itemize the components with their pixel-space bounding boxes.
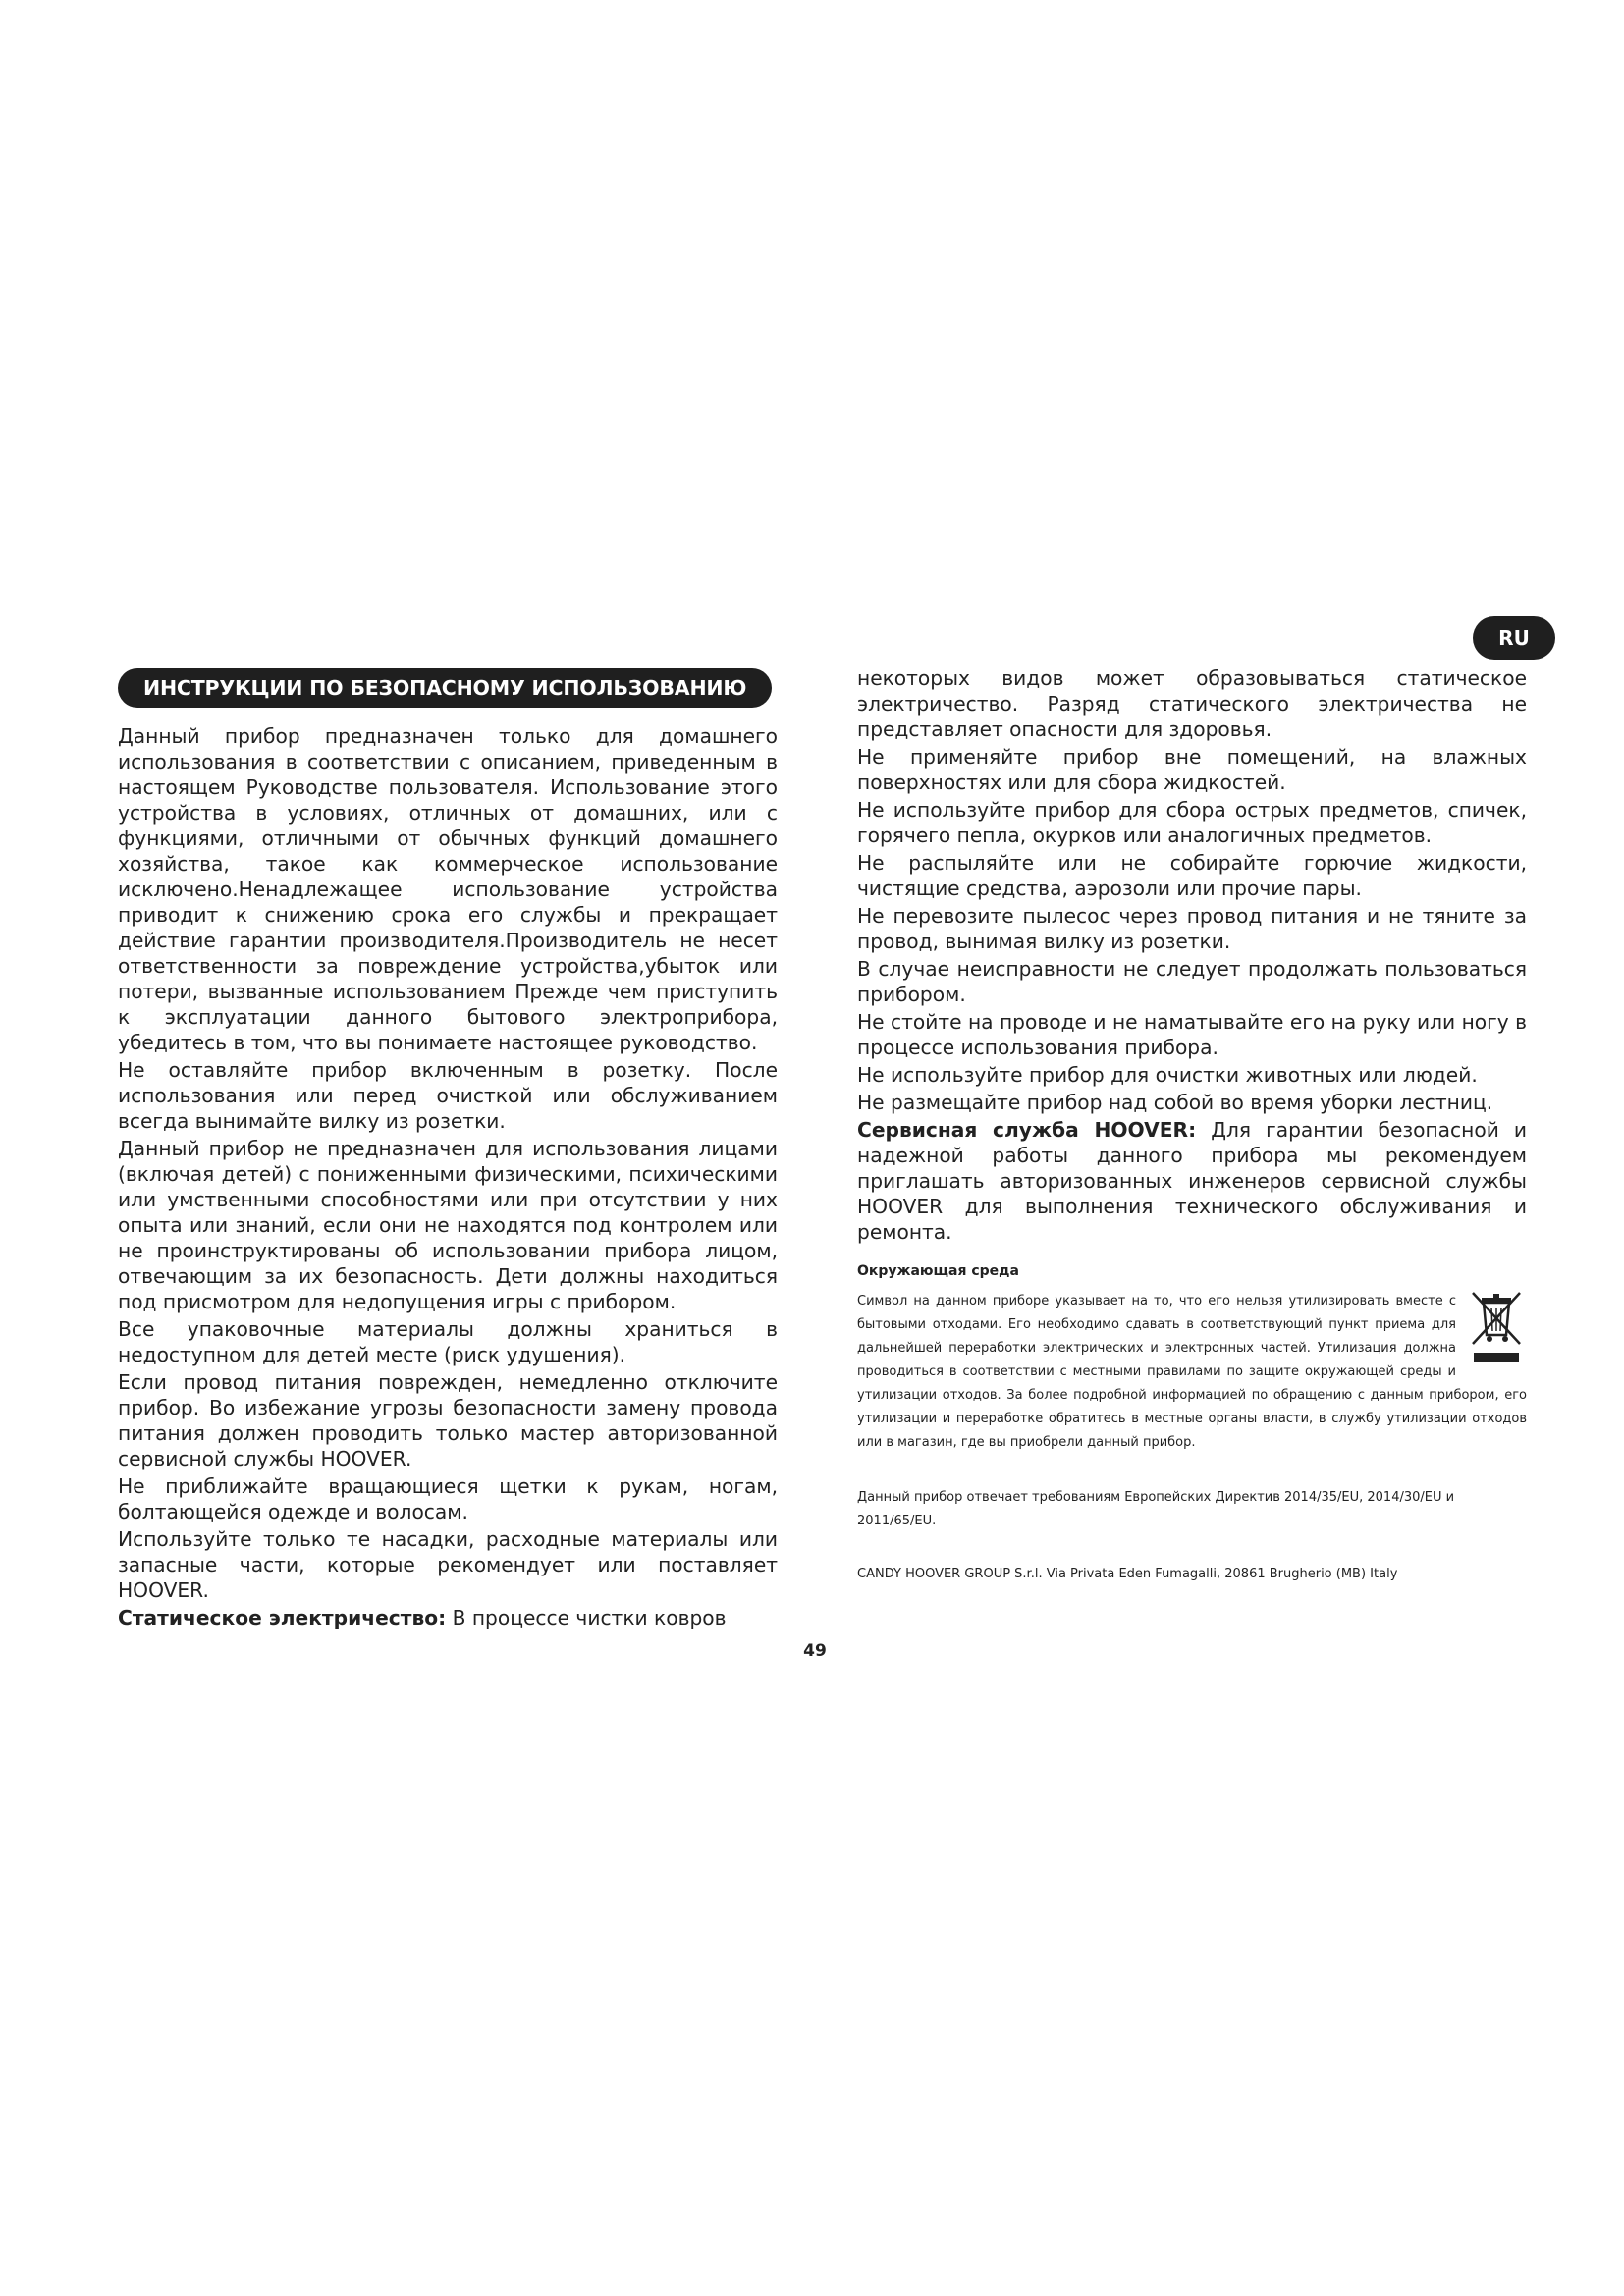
- environment-block: [857, 1290, 1527, 1455]
- page-number: 49: [803, 1641, 827, 1661]
- paragraph-outdoor: Не применяйте прибор вне помещений, на влажных поверхностях или для сбора жидкостей.: [857, 745, 1527, 794]
- paragraph-standing-on-cord: Не стойте на проводе и не наматывайте его на руку или ногу в процессе использования прибора.: [857, 1010, 1527, 1059]
- paragraph-reduced-capabilities: Данный прибор не предназначен для использования лицами (включая детей) с пониженными физическими, психическими или умственными способностями или при отсутствии у них опыта или знаний, если они не находятся под контролем или не проинструктированы об использовании прибора лицом, отвечающим за их безопасность. Дети должны находиться под присмотром для недопущения игры с прибором.: [118, 1137, 778, 1313]
- paragraph-packaging: Все упаковочные материалы должны храниться в недоступном для детей месте (риск удушения).: [118, 1317, 778, 1366]
- paragraph-flammable: Не распыляйте или не собирайте горючие жидкости, чистящие средства, аэрозоли или прочие пары.: [857, 851, 1527, 900]
- paragraph-cord-handling: Не перевозите пылесос через провод питания и не тяните за провод, вынимая вилку из розетки.: [857, 904, 1527, 953]
- paragraph-animals-people: Не используйте прибор для очистки животных или людей.: [857, 1063, 1478, 1087]
- paragraph-intended-use: Данный прибор предназначен только для домашнего использования в соответствии с описанием, приведенным в настоящем Руководстве пользователя. Использование этого устройства в условиях, отличных от домашних, или с функциями, отличными от обычных функций домашнего хозяйства, такое как коммерческое использование исключено.Ненадлежащее использование устройства приводит к снижению срока его службы и прекращает действие гарантии производителя.Производитель не несет ответственности за повреждение устройства,убыток или потери, вызванные использованием Прежде чем приступить к эксплуатации данного бытового электроприбора, убедитесь в том, что вы понимаете настоящее руководство.: [118, 724, 778, 1054]
- paragraph-static-start: [118, 1605, 778, 1630]
- paragraph-service: [857, 1117, 1527, 1245]
- environment-text: Символ на данном приборе указывает на то, что его нельзя утилизировать вместе с бытовыми отходами. Его необходимо сдавать в соответствующий пункт приема для дальнейшей переработки электрических и электронных частей. Утилизация должна проводиться в соответствии с местными правилами по защите окружающей среды и утилизации отходов. За более подробной информацией по обращению с данным прибором, его утилизации и переработке обратитесь в местные органы власти, в службу утилизации отходов или в магазин, где вы приобрели данный прибор.: [857, 1294, 1527, 1450]
- paragraph-sharp-objects: Не используйте прибор для сбора острых предметов, спичек, горячего пепла, окурков или аналогичных предметов.: [857, 798, 1527, 847]
- left-column: [118, 668, 778, 1632]
- service-lead: Сервисная служба HOOVER:: [857, 1118, 1197, 1142]
- company-address: CANDY HOOVER GROUP S.r.l. Via Privata Eden Fumagalli, 20861 Brugherio (MB) Italy: [857, 1567, 1398, 1581]
- paragraph-accessories: Используйте только те насадки, расходные материалы или запасные части, которые рекомендует или поставляет HOOVER.: [118, 1527, 778, 1602]
- language-badge: RU: [1473, 616, 1555, 660]
- static-lead: Статическое электричество:: [118, 1606, 447, 1629]
- paragraph-malfunction: В случае неисправности не следует продолжать пользоваться прибором.: [857, 957, 1527, 1006]
- paragraph-unplug: Не оставляйте прибор включенным в розетку. После использования или перед очисткой или обслуживанием всегда вынимайте вилку из розетки.: [118, 1058, 778, 1133]
- section-heading: ИНСТРУКЦИИ ПО БЕЗОПАСНОМУ ИСПОЛЬЗОВАНИЮ: [118, 668, 772, 708]
- paragraph-power-cord: Если провод питания поврежден, немедленно отключите прибор. Во избежание угрозы безопасности замену провода питания должен проводить только мастер авторизованной сервисной службы HOOVER.: [118, 1370, 778, 1470]
- environment-title: Окружающая среда: [857, 1263, 1019, 1279]
- crossed-out-wheelie-bin-icon: [1468, 1290, 1525, 1366]
- right-column: [857, 666, 1527, 1586]
- directive-text: Данный прибор отвечает требованиям Европейских Директив 2014/35/EU, 2014/30/EU и 2011/65/EU.: [857, 1490, 1455, 1528]
- paragraph-brushes: Не приближайте вращающиеся щетки к рукам, ногам, болтающейся одежде и волосам.: [118, 1474, 778, 1523]
- static-text-left: В процессе чистки ковров: [446, 1606, 727, 1629]
- paragraph-stairs: Не размещайте прибор над собой во время уборки лестниц.: [857, 1091, 1493, 1114]
- service-text: Для гарантии безопасной и надежной работы данного прибора мы рекомендуем приглашать авторизованных инженеров сервисной службы HOOVER для выполнения технического обслуживания и ремонта.: [857, 1118, 1528, 1244]
- paragraph-static-continued: некоторых видов может образовываться статическое электричество. Разряд статического электричества не представляет опасности для здоровья.: [857, 667, 1527, 741]
